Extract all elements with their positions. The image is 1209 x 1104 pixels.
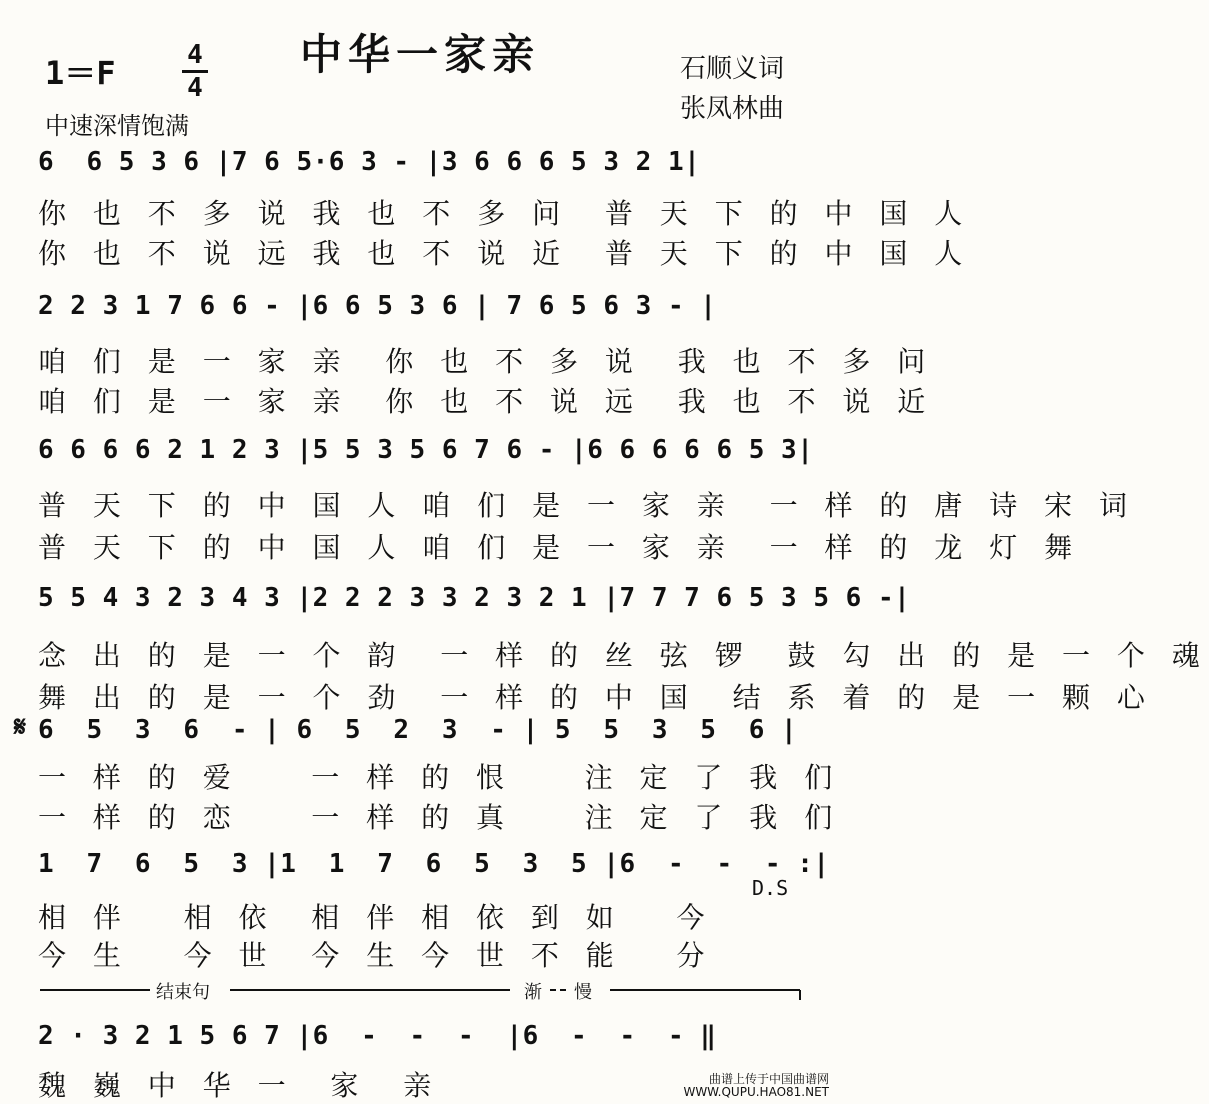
lyric-row-3-verse-1: 普 天 下 的 中 国 人 咱 们 是 一 家 亲 一 样 的 唐 诗 宋 词 (38, 489, 1137, 522)
lyric-row-4-verse-2: 舞 出 的 是 一 个 劲 一 样 的 中 国 结 系 着 的 是 一 颗 心 (38, 681, 1154, 714)
lyric-row-6-verse-1: 相 伴 相 依 相 伴 相 依 到 如 今 (38, 901, 714, 934)
ritardando-label-1: 渐 (518, 978, 548, 1004)
notes-row-1: 6 6 5 3 6 |7 6 5·6 3 - |3 6 6 6 5 3 2 1| (38, 147, 701, 177)
notes-row-6: 1 7 6 5 3 |1 1 7 6 5 3 5 |6 - - - :| (38, 849, 830, 879)
notation-row-5 (38, 704, 808, 756)
lyric-row-1-verse-2: 你 也 不 说 远 我 也 不 说 近 普 天 下 的 中 国 人 (38, 237, 972, 270)
time-signature-top: 4 (187, 40, 203, 70)
notation-row-3 (38, 424, 814, 476)
song-title: 中华一家亲 (300, 30, 541, 79)
notation-row-4 (38, 572, 911, 624)
coda-label: 结束句 (150, 978, 216, 1004)
lyric-row-4-verse-1: 念 出 的 是 一 个 韵 一 样 的 丝 弦 锣 鼓 勾 出 的 是 一 个 魂 (38, 639, 1209, 672)
lyric-row-1-verse-1: 你 也 不 多 说 我 也 不 多 问 普 天 下 的 中 国 人 (38, 197, 972, 230)
lyric-row-6-verse-2: 今 生 今 世 今 生 今 世 不 能 分 (38, 939, 714, 972)
notation-row-2 (38, 280, 808, 332)
site-watermark (683, 1073, 829, 1099)
segno-sign: 𝄋 (14, 710, 27, 743)
lyric-row-2-verse-1: 咱 们 是 一 家 亲 你 也 不 多 说 我 也 不 多 问 (38, 345, 935, 378)
notation-row-6 (38, 838, 830, 890)
notes-row-4: 5 5 4 3 2 3 4 3 |2 2 2 3 3 2 3 2 1 |7 7 7 6 5 3 5 6 -| (38, 583, 911, 613)
lyric-row-5-verse-1: 一 样 的 爱 一 样 的 恨 注 定 了 我 们 (38, 761, 842, 794)
notes-row-3: 6 6 6 6 2 1 2 3 |5 5 3 5 6 7 6 - |6 6 6 6 6 5 3| (38, 435, 814, 465)
lyricist-credit: 石顺义词 (680, 54, 785, 84)
notes-row-7: 2 · 3 2 1 5 6 7 |6 - - - |6 - - - ‖ (38, 1021, 717, 1051)
composer-credit: 张凤林曲 (680, 94, 785, 124)
ritardando-label-2: 慢 (568, 978, 598, 1004)
key-signature: 1＝F (45, 54, 116, 92)
time-signature-bottom: 4 (187, 73, 203, 103)
tempo-marking: 中速深情饱满 (45, 112, 189, 140)
watermark-line-1: 曲谱上传于中国曲谱网 (708, 1072, 829, 1086)
lyric-row-5-verse-2: 一 样 的 恋 一 样 的 真 注 定 了 我 们 (38, 801, 842, 834)
notes-row-2: 2 2 3 1 7 6 6 - |6 6 5 3 6 | 7 6 5 6 3 - | (38, 291, 717, 321)
lyric-row-7: 魏 巍 中 华 一 家 亲 (38, 1069, 441, 1102)
notes-row-5: 6 5 3 6 - | 6 5 2 3 - | 5 5 3 5 6 | (38, 715, 798, 745)
lyric-row-3-verse-2: 普 天 下 的 中 国 人 咱 们 是 一 家 亲 一 样 的 龙 灯 舞 (38, 531, 1082, 564)
watermark-line-2: WWW.QUPU.HAO81.NET (683, 1085, 829, 1099)
ds-marking: D.S (752, 876, 789, 900)
notation-row-1 (38, 136, 808, 188)
lyric-row-2-verse-2: 咱 们 是 一 家 亲 你 也 不 说 远 我 也 不 说 近 (38, 385, 935, 418)
notation-row-7 (38, 1010, 808, 1062)
time-signature (182, 42, 208, 101)
